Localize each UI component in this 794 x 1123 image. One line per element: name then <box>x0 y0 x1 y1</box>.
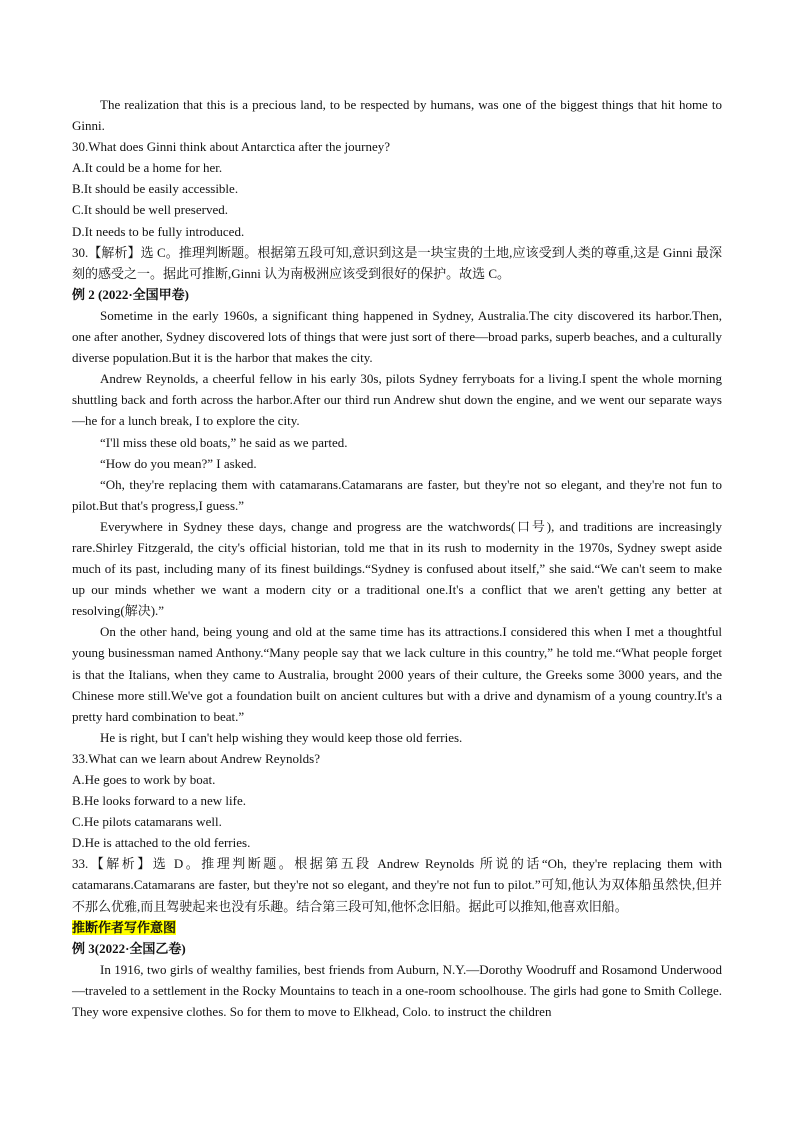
q33-analysis: 33.【解析】选 D。推理判断题。根据第五段 Andrew Reynolds 所说的话“Oh, they're replacing them with catamarans.Catamarans are faster, but they're not so elegant, and they're not fun to pilot.”可知,他认为双体船虽然快,但并不那么优雅,而且驾驶起来也没有乐趣。结合第三段可知,他怀念旧船。据此可以推知,他喜欢旧船。 <box>72 856 722 914</box>
q33-option-b: B.He looks forward to a new life. <box>72 793 247 809</box>
example2-paragraph-8: He is right, but I can't help wishing they would keep those old ferries. <box>100 729 463 745</box>
example3-paragraph: In 1916, two girls of wealthy families, best friends from Auburn, N.Y.—Dorothy Woodruff and Rosamond Underwood—traveled to a settlement in the Rocky Mountains to teach in a one-room schoolhouse. The girls had gone to Smith College. They wore expensive clothes. So for them to move to Elkhead, Colo. to instruct the children <box>72 961 722 1020</box>
section-highlight-title: 推断作者写作意图 <box>72 919 177 935</box>
q33-option-c: C.He pilots catamarans well. <box>72 814 222 830</box>
q33-option-d: D.He is attached to the old ferries. <box>72 835 251 851</box>
q30-passage: The realization that this is a precious land, to be respected by humans, was one of the biggest things that hit home to Ginni. <box>72 97 722 134</box>
q33-question: 33.What can we learn about Andrew Reynolds? <box>72 750 321 766</box>
q30-question: 30.What does Ginni think about Antarctica after the journey? <box>72 139 391 155</box>
example2-paragraph-3: “I'll miss these old boats,” he said as we parted. <box>100 434 348 450</box>
q33-option-a: A.He goes to work by boat. <box>72 772 216 787</box>
example2-paragraph-6: Everywhere in Sydney these days, change and progress are the watchwords(口号), and traditions are increasingly rare.Shirley Fitzgerald, the city's official historian, told me that in its rush to modernity in the 1970s, Sydney swept aside much of its past, including many of its finest buildings.“Sydney is confused about itself,” she said.“We can't seem to make up our minds whether we want a modern city or a traditional one.It's a conflict that we aren't getting any better at resolving(解决).” <box>72 518 722 619</box>
q30-option-d: D.It needs to be fully introduced. <box>72 223 245 239</box>
example2-paragraph-1: Sometime in the early 1960s, a significant thing happened in Sydney, Australia.The city discovered its harbor.Then, one after another, Sydney discovered lots of things that were just sort of there—broad parks, superb beaches, and a culturally diverse population.But it is the harbor that makes the city. <box>72 307 722 366</box>
q30-option-c: C.It should be well preserved. <box>72 202 228 218</box>
q30-option-b: B.It should be easily accessible. <box>72 181 239 197</box>
example2-paragraph-5: “Oh, they're replacing them with catamarans.Catamarans are faster, but they're not so elegant, and they're not fun to pilot.But that's progress,I guess.” <box>72 476 722 513</box>
document-page <box>72 94 722 1022</box>
example2-paragraph-4: “How do you mean?” I asked. <box>100 455 257 471</box>
example2-paragraph-2: Andrew Reynolds, a cheerful fellow in his early 30s, pilots Sydney ferryboats for a living.I spent the whole morning shuttling back and forth across the harbor.After our third run Andrew shut down the engine, and we went our separate ways—he for a lunch break, I to explore the city. <box>72 371 722 429</box>
q30-option-a: A.It could be a home for her. <box>72 160 223 176</box>
example2-paragraph-7: On the other hand, being young and old at the same time has its attractions.I considered this when I met a thoughtful young businessman named Anthony.“Many people say that we lack culture in this country,” he told me.“What people forget is that the Italians, when they came to Australia, brought 2000 years of their culture, the Greeks some 3000 years, and the Chinese more still.We've got a foundation built on ancient cultures but with a drive and dynamism of a young country.It's a pretty hard combination to beat.” <box>72 624 722 724</box>
example2-heading: 例 2 (2022·全国甲卷) <box>72 286 189 302</box>
q30-analysis: 30.【解析】选 C。推理判断题。根据第五段可知,意识到这是一块宝贵的土地,应该受到人类的尊重,这是 Ginni 最深刻的感受之一。据此可推断,Ginni 认为南极洲应该受到很好的保护。故选 C。 <box>72 244 722 281</box>
example3-heading: 例 3(2022·全国乙卷) <box>72 940 186 956</box>
